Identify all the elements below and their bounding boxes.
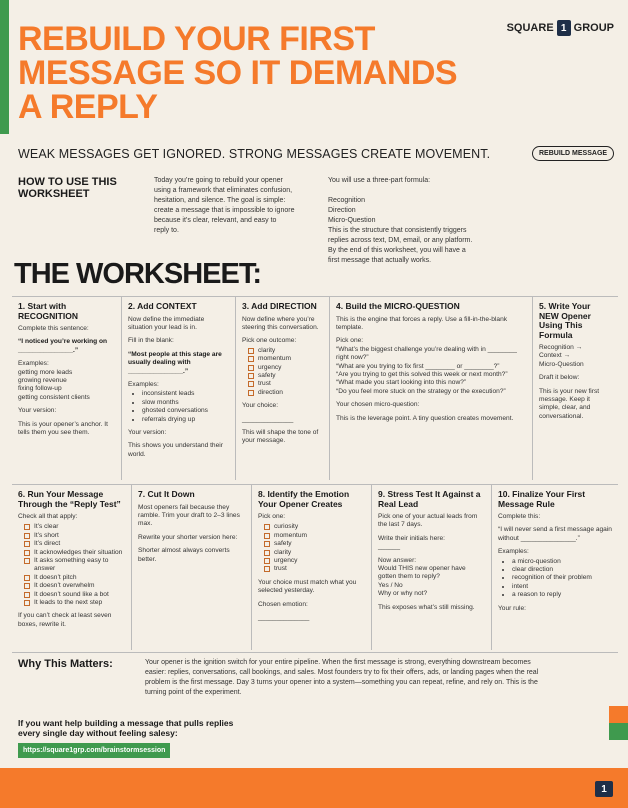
checkbox-label: curiosity	[274, 523, 299, 531]
step-title: 9. Stress Test It Against a Real Lead	[378, 489, 481, 509]
checkbox-label: safety	[258, 371, 276, 379]
step-title: 2. Add CONTEXT	[128, 301, 197, 311]
step-title: 3. Add DIRECTION	[242, 301, 317, 311]
step-text: Your version:	[128, 428, 167, 436]
step-text: Pick one of your actual leads from the last 7 days.	[378, 513, 478, 529]
step-6	[12, 485, 132, 650]
step-text: Write their initials here: ______	[378, 534, 445, 551]
checkbox-label: momentum	[258, 355, 291, 363]
checklist-item[interactable]	[24, 591, 125, 599]
step-title: 1. Start with RECOGNITION	[18, 301, 78, 321]
checklist-item[interactable]	[264, 523, 365, 531]
step-text: Pick one:	[258, 513, 286, 520]
checkbox[interactable]	[248, 381, 254, 387]
list-item: • referrals drying up	[142, 416, 229, 424]
examples-list	[142, 390, 229, 424]
footer-logo-mark: 1	[595, 781, 613, 797]
brand-logo	[507, 20, 614, 36]
checkbox[interactable]	[24, 541, 30, 547]
answer-line: ______________	[242, 415, 294, 423]
step-text: Now define the immediate situation your lead is in.	[128, 315, 205, 331]
why-body: Your opener is the ignition switch for your entire pipeline. When the first message is strong, everything downstream becomes easier: replies, conversations, call bookings, and sales. Most founders try to fix their offers, ads, or landing pages when the real problem is the first message. Day 3 turns your opener into a system—something you can repeat, refine, and rely on. This is the turning point of the experiment.	[145, 659, 539, 696]
checklist-item[interactable]	[24, 532, 125, 540]
step-title: 4. Build the MICRO-QUESTION	[336, 301, 460, 311]
checkbox[interactable]	[24, 550, 30, 556]
checkbox-label: safety	[274, 540, 292, 548]
checkbox-label: clarity	[274, 548, 292, 556]
page-title: REBUILD YOUR FIRST MESSAGE SO IT DEMANDS A REPLY	[18, 20, 458, 126]
formula-text: Recognition → Context → Micro-Question	[539, 344, 584, 368]
list-item: • inconsistent leads	[142, 390, 229, 398]
step-prompt: “Most people at this stage are usually dealing with _______________.”	[128, 350, 222, 375]
step-note: If you can’t check at least seven boxes, rewrite it.	[18, 612, 112, 628]
logo-mark: 1	[557, 20, 571, 36]
checkbox-label: trust	[258, 380, 271, 388]
checkbox[interactable]	[264, 550, 270, 556]
list-item: • slow months	[142, 399, 229, 407]
step-2	[122, 297, 236, 480]
decor-square-orange	[609, 706, 628, 723]
checkbox[interactable]	[24, 592, 30, 598]
checkbox-label: direction	[258, 388, 283, 396]
examples-list	[512, 558, 612, 600]
steps-row-2	[12, 484, 618, 650]
step-text: Draft it below:	[539, 374, 580, 382]
step-text: Chosen emotion:	[258, 600, 308, 608]
step-note: This is your opener’s anchor. It tells them you see them.	[18, 420, 108, 437]
step-title: 7. Cut It Down	[138, 489, 195, 499]
checklist-item[interactable]	[248, 347, 323, 355]
step-text: This is the engine that forces a reply. Use a fill-in-the-blank template.	[336, 315, 508, 331]
checklist-item[interactable]	[248, 355, 323, 363]
checklist-item[interactable]	[24, 540, 125, 548]
checkbox-label: trust	[274, 565, 287, 573]
step-note: This is the leverage point. A tiny question creates movement.	[336, 414, 514, 422]
why-title: Why This Matters:	[18, 658, 113, 670]
checklist-item[interactable]	[24, 523, 125, 531]
decor-square-green	[609, 723, 628, 740]
brainstorm-link-button[interactable]: https://square1grp.com/brainstormsession	[18, 743, 170, 758]
checkbox[interactable]	[248, 365, 254, 371]
checkbox-label: It’s clear	[34, 523, 59, 531]
checkbox-label: It’s short	[34, 531, 59, 539]
step-8	[252, 485, 372, 650]
formula-body: You will use a three-part formula: Recognition Direction Micro-Question This is the structure that consistently triggers replies across text, DM, email, or any platform. By the end of this worksheet, you will have a first message that actually works.	[328, 177, 473, 264]
checkbox-label: urgency	[274, 557, 298, 565]
checkbox[interactable]	[264, 558, 270, 564]
checklist-item[interactable]	[264, 532, 365, 540]
step-text: Most openers fail because they ramble. Trim your draft to 2–3 lines max.	[138, 503, 240, 528]
checklist-item[interactable]	[264, 565, 365, 573]
list-item: • clear direction	[512, 566, 612, 574]
step-5	[533, 297, 618, 480]
subtitle: WEAK MESSAGES GET IGNORED. STRONG MESSAGES CREATE MOVEMENT.	[18, 147, 491, 161]
step-text: Now answer: Would THIS new opener have gotten them to reply? Yes / No Why or why not?	[378, 556, 466, 598]
step-text: Examples:	[128, 380, 159, 388]
checklist-item[interactable]	[264, 549, 365, 557]
reply-test-checklist	[24, 523, 125, 607]
step-text: Examples:	[498, 548, 529, 556]
list-item: • ghosted conversations	[142, 407, 229, 415]
checklist-item[interactable]	[264, 557, 365, 565]
checkbox[interactable]	[248, 356, 254, 362]
steps-row-1	[12, 296, 618, 480]
step-text: Your choice must match what you selected yesterday.	[258, 578, 357, 595]
answer-line: ______________	[258, 614, 310, 622]
checkbox-label: It leads to the next step	[34, 599, 103, 607]
logo-text-left: SQUARE	[506, 22, 554, 34]
checkbox[interactable]	[248, 373, 254, 379]
checklist-item[interactable]	[248, 389, 323, 397]
rebuild-message-badge: REBUILD MESSAGE	[532, 146, 614, 161]
step-title: 10. Finalize Your First Message Rule	[498, 489, 586, 509]
checkbox[interactable]	[248, 348, 254, 354]
step-9	[372, 485, 492, 650]
list-item: • recognition of their problem	[512, 574, 612, 582]
logo-text-right: GROUP	[573, 22, 614, 34]
step-text: Pick one outcome:	[242, 337, 297, 345]
checkbox[interactable]	[264, 533, 270, 539]
step-text: Complete this sentence:	[18, 325, 89, 332]
checkbox-label: clarity	[258, 346, 276, 354]
checkbox[interactable]	[264, 524, 270, 530]
how-to-title: HOW TO USE THIS WORKSHEET	[18, 176, 117, 200]
checkbox[interactable]	[264, 541, 270, 547]
step-10	[492, 485, 618, 650]
checklist-item[interactable]	[248, 364, 323, 372]
step-text: Fill in the blank:	[128, 337, 174, 345]
checklist-item[interactable]	[24, 574, 125, 582]
footer-bar	[0, 768, 628, 808]
step-text: Check all that apply:	[18, 513, 78, 520]
checkbox[interactable]	[24, 575, 30, 581]
cta-text: If you want help building a message that pulls replies every single day without feeling salesy:	[18, 718, 234, 738]
checkbox[interactable]	[248, 390, 254, 396]
step-note: This exposes what’s still missing.	[378, 603, 475, 611]
step-title: 5. Write Your NEW Opener Using This Formula	[539, 301, 591, 340]
step-text: Now define where you’re steering this conversation.	[242, 315, 319, 331]
step-note: Shorter almost always converts better.	[138, 547, 230, 563]
step-text: Your choice:	[242, 402, 279, 410]
checklist-item[interactable]	[24, 557, 125, 574]
step-text: Complete this:	[498, 513, 541, 520]
checkbox-label: It’s direct	[34, 540, 61, 548]
checklist-item[interactable]	[264, 540, 365, 548]
how-to-body: Today you’re going to rebuild your opener using a framework that eliminates confusion, hesitation, and silence. The goal is simple: create a message that is impossible to ignore because it’s clear, relevant, and easy to reply to.	[154, 177, 295, 234]
divider	[12, 652, 618, 653]
step-7	[132, 485, 252, 650]
checkbox-label: It acknowledges their situation	[34, 548, 123, 556]
step-title: 8. Identify the Emotion Your Opener Creates	[258, 489, 350, 509]
checkbox-label: It doesn’t pitch	[34, 573, 77, 581]
checkbox-label: It asks something easy to answer	[34, 557, 109, 573]
checklist-item[interactable]	[24, 599, 125, 607]
step-text: Rewrite your shorter version here:	[138, 533, 238, 541]
checkbox-label: urgency	[258, 363, 282, 371]
checklist-item[interactable]	[248, 380, 323, 388]
step-3	[236, 297, 330, 480]
step-4	[330, 297, 533, 480]
checkbox[interactable]	[24, 533, 30, 539]
accent-bar	[0, 0, 9, 134]
checkbox-label: momentum	[274, 531, 307, 539]
step-note: This is your new first message. Keep it simple, clear, and conversational.	[539, 387, 600, 420]
step-options: Pick one: “What’s the biggest challenge you’re dealing with in ________ right now?” “What are you trying to fix first ________ or ________?” “Are you trying to get this solved this week or next month?” “What made you start looking into this now?” “Do you feel more stuck on the strategy or the execution?”	[336, 337, 517, 395]
checkbox-label: It doesn’t sound like a bot	[34, 590, 109, 598]
checklist-item[interactable]	[248, 372, 323, 380]
step-text: Your version:	[18, 407, 57, 415]
list-item: • a micro-question	[512, 558, 612, 566]
step-text: Your rule:	[498, 604, 526, 612]
checkbox[interactable]	[24, 558, 30, 564]
list-item: • intent	[512, 583, 612, 591]
checkbox[interactable]	[24, 524, 30, 530]
outcome-checklist	[248, 347, 323, 397]
checkbox[interactable]	[24, 600, 30, 606]
step-note: This will shape the tone of your message.	[242, 428, 319, 445]
step-title: 6. Run Your Message Through the “Reply Test”	[18, 489, 121, 509]
checkbox[interactable]	[24, 583, 30, 589]
checkbox-label: It doesn’t overwhelm	[34, 582, 95, 590]
checklist-item[interactable]	[24, 582, 125, 590]
step-note: This shows you understand their world.	[128, 442, 223, 458]
step-1	[12, 297, 122, 480]
checkbox[interactable]	[264, 566, 270, 572]
step-prompt: “I noticed you’re working on _______________.”	[18, 338, 108, 354]
emotion-checklist	[264, 523, 365, 573]
step-text: Your chosen micro-question:	[336, 401, 420, 409]
step-examples: Examples: getting more leads growing revenue fixing follow-up getting consistent clients	[18, 360, 90, 401]
worksheet-title: THE WORKSHEET:	[14, 258, 261, 290]
checklist-item[interactable]	[24, 549, 125, 557]
list-item: • a reason to reply	[512, 591, 612, 599]
step-prompt: “I will never send a first message again without _______________.”	[498, 526, 612, 542]
